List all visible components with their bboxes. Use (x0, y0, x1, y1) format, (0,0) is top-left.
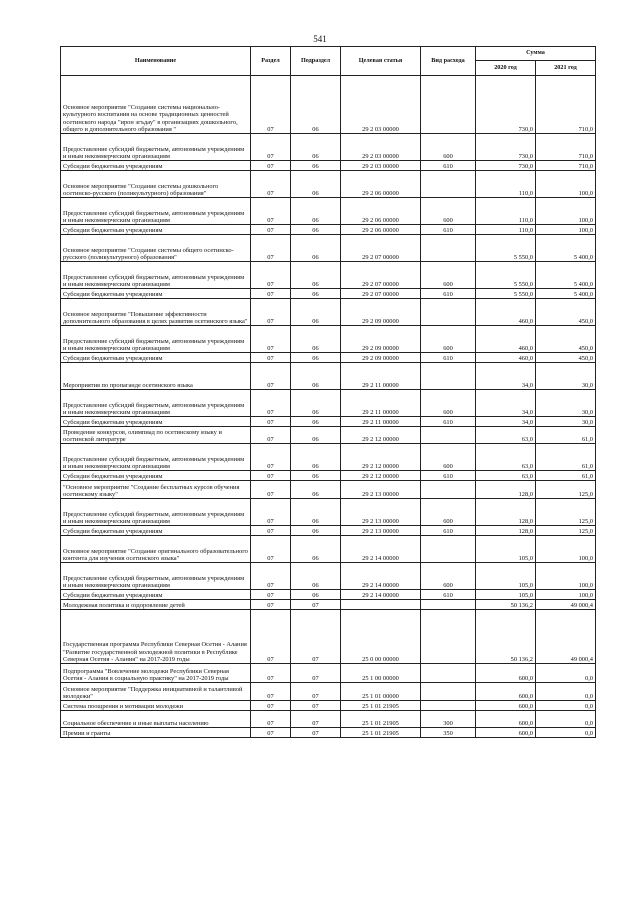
cell-vid (421, 299, 476, 326)
cell-razdel: 07 (251, 526, 291, 536)
cell-vid (421, 600, 476, 610)
header-vid: Вид расхода (421, 47, 476, 76)
cell-razdel: 07 (251, 326, 291, 353)
header-target: Целевая статья (341, 47, 421, 76)
cell-target: 29 2 14 00000 (341, 536, 421, 563)
cell-sum-2020: 128,0 (476, 481, 536, 499)
cell-podrazdel: 06 (291, 225, 341, 235)
cell-podrazdel: 06 (291, 417, 341, 427)
cell-vid: 610 (421, 225, 476, 235)
cell-sum-2020: 128,0 (476, 499, 536, 526)
cell-target: 29 2 14 00000 (341, 563, 421, 590)
cell-sum-2021: 710,0 (536, 134, 596, 161)
cell-name: Субсидии бюджетным учреждениям (61, 417, 251, 427)
cell-sum-2020: 730,0 (476, 76, 536, 134)
table-row (61, 427, 596, 444)
cell-vid: 610 (421, 526, 476, 536)
table-row (61, 481, 596, 499)
cell-razdel: 07 (251, 471, 291, 481)
table-row (61, 326, 596, 353)
cell-podrazdel: 06 (291, 481, 341, 499)
cell-name: Основное мероприятие "Создание оригинального образовательного контента для изучения осетинского языка" (61, 536, 251, 563)
cell-razdel: 07 (251, 198, 291, 225)
cell-razdel: 07 (251, 444, 291, 471)
cell-sum-2020: 105,0 (476, 536, 536, 563)
cell-vid (421, 235, 476, 262)
cell-sum-2021: 0,0 (536, 683, 596, 701)
cell-vid: 300 (421, 711, 476, 728)
cell-name: Основное мероприятие "Повышение эффективности дополнительного образования в целях развития осетинского языка" (61, 299, 251, 326)
cell-podrazdel: 06 (291, 198, 341, 225)
cell-sum-2021: 450,0 (536, 326, 596, 353)
cell-razdel: 07 (251, 390, 291, 417)
cell-sum-2021: 61,0 (536, 471, 596, 481)
cell-razdel: 07 (251, 711, 291, 728)
cell-sum-2020: 460,0 (476, 326, 536, 353)
header-2021: 2021 год (536, 61, 596, 76)
table-row (61, 471, 596, 481)
cell-name: Субсидии бюджетным учреждениям (61, 289, 251, 299)
cell-podrazdel: 06 (291, 563, 341, 590)
cell-podrazdel: 07 (291, 701, 341, 711)
table-row (61, 444, 596, 471)
cell-sum-2021: 100,0 (536, 198, 596, 225)
cell-target: 29 2 14 00000 (341, 590, 421, 600)
cell-name: Проведение конкурсов, олимпиад по осетинскому языку и осетинской литературе (61, 427, 251, 444)
cell-sum-2020: 5 550,0 (476, 289, 536, 299)
cell-razdel: 07 (251, 427, 291, 444)
cell-vid (421, 481, 476, 499)
cell-sum-2020: 600,0 (476, 711, 536, 728)
cell-razdel: 07 (251, 481, 291, 499)
cell-vid: 610 (421, 353, 476, 363)
cell-vid: 600 (421, 326, 476, 353)
cell-vid: 350 (421, 728, 476, 738)
cell-sum-2021: 30,0 (536, 363, 596, 390)
cell-razdel: 07 (251, 134, 291, 161)
cell-podrazdel: 06 (291, 299, 341, 326)
cell-razdel: 07 (251, 161, 291, 171)
table-row (61, 76, 596, 134)
table-row (61, 363, 596, 390)
cell-sum-2021: 125,0 (536, 499, 596, 526)
cell-podrazdel: 06 (291, 353, 341, 363)
table-row (61, 526, 596, 536)
cell-sum-2021: 0,0 (536, 711, 596, 728)
cell-podrazdel: 06 (291, 590, 341, 600)
table-row (61, 171, 596, 198)
cell-podrazdel: 06 (291, 76, 341, 134)
cell-target: 29 2 09 00000 (341, 353, 421, 363)
cell-razdel: 07 (251, 353, 291, 363)
cell-target: 29 2 11 00000 (341, 417, 421, 427)
cell-sum-2020: 110,0 (476, 225, 536, 235)
cell-sum-2021: 5 400,0 (536, 235, 596, 262)
cell-name: Субсидии бюджетным учреждениям (61, 471, 251, 481)
cell-target: 29 2 06 00000 (341, 171, 421, 198)
cell-name: Субсидии бюджетным учреждениям (61, 590, 251, 600)
table-row (61, 289, 596, 299)
table-row (61, 499, 596, 526)
cell-name: Субсидии бюджетным учреждениям (61, 526, 251, 536)
page-number: 541 (313, 34, 327, 44)
cell-podrazdel: 07 (291, 728, 341, 738)
table-row (61, 711, 596, 728)
cell-sum-2020: 34,0 (476, 390, 536, 417)
cell-sum-2021: 61,0 (536, 427, 596, 444)
cell-sum-2021: 49 000,4 (536, 600, 596, 610)
cell-razdel: 07 (251, 563, 291, 590)
cell-sum-2021: 100,0 (536, 171, 596, 198)
cell-target: 29 2 06 00000 (341, 225, 421, 235)
cell-razdel: 07 (251, 225, 291, 235)
cell-target: 29 2 13 00000 (341, 481, 421, 499)
cell-target: 29 2 12 00000 (341, 471, 421, 481)
cell-name: Предоставление субсидий бюджетным, автономным учреждениям и иным некоммерческим организациям (61, 198, 251, 225)
cell-sum-2020: 460,0 (476, 299, 536, 326)
cell-sum-2021: 49 000,4 (536, 610, 596, 664)
cell-vid: 600 (421, 444, 476, 471)
cell-sum-2020: 730,0 (476, 161, 536, 171)
cell-target: 29 2 09 00000 (341, 299, 421, 326)
cell-vid (421, 536, 476, 563)
cell-sum-2021: 0,0 (536, 701, 596, 711)
cell-sum-2020: 600,0 (476, 728, 536, 738)
cell-razdel: 07 (251, 417, 291, 427)
cell-sum-2020: 105,0 (476, 563, 536, 590)
cell-sum-2021: 5 400,0 (536, 262, 596, 289)
cell-sum-2021: 100,0 (536, 563, 596, 590)
cell-sum-2021: 0,0 (536, 728, 596, 738)
cell-target: 29 2 09 00000 (341, 326, 421, 353)
cell-razdel: 07 (251, 363, 291, 390)
cell-razdel: 07 (251, 235, 291, 262)
cell-podrazdel: 06 (291, 390, 341, 417)
table-row (61, 701, 596, 711)
cell-razdel: 07 (251, 289, 291, 299)
cell-podrazdel: 06 (291, 289, 341, 299)
cell-vid: 600 (421, 198, 476, 225)
cell-sum-2020: 110,0 (476, 198, 536, 225)
cell-podrazdel: 06 (291, 134, 341, 161)
cell-sum-2021: 100,0 (536, 590, 596, 600)
table-body (61, 76, 596, 738)
cell-target: 29 2 07 00000 (341, 262, 421, 289)
table-row (61, 225, 596, 235)
header-podrazdel: Подраздел (291, 47, 341, 76)
cell-name: Субсидии бюджетным учреждениям (61, 353, 251, 363)
cell-name: Основное мероприятие "Создание системы дошкольного осетинско-русского (поликультурного) образования" (61, 171, 251, 198)
cell-sum-2021: 710,0 (536, 76, 596, 134)
cell-name: Молодежная политика и оздоровление детей (61, 600, 251, 610)
cell-vid: 600 (421, 499, 476, 526)
cell-sum-2021: 30,0 (536, 390, 596, 417)
cell-sum-2021: 100,0 (536, 225, 596, 235)
cell-podrazdel: 06 (291, 326, 341, 353)
cell-name: Субсидии бюджетным учреждениям (61, 161, 251, 171)
cell-target (341, 600, 421, 610)
cell-sum-2021: 450,0 (536, 353, 596, 363)
cell-target: 29 2 12 00000 (341, 444, 421, 471)
header-razdel: Раздел (251, 47, 291, 76)
cell-razdel: 07 (251, 76, 291, 134)
cell-razdel: 07 (251, 701, 291, 711)
table-row (61, 299, 596, 326)
cell-name: Субсидии бюджетным учреждениям (61, 225, 251, 235)
cell-target: 25 0 00 00000 (341, 610, 421, 664)
cell-target: 29 2 13 00000 (341, 526, 421, 536)
cell-sum-2021: 450,0 (536, 299, 596, 326)
table-row (61, 563, 596, 590)
cell-sum-2021: 710,0 (536, 161, 596, 171)
cell-podrazdel: 06 (291, 363, 341, 390)
cell-target: 29 2 06 00000 (341, 198, 421, 225)
cell-sum-2020: 5 550,0 (476, 262, 536, 289)
table-row (61, 417, 596, 427)
cell-sum-2020: 50 136,2 (476, 600, 536, 610)
cell-vid: 610 (421, 471, 476, 481)
table-row (61, 664, 596, 683)
cell-podrazdel: 06 (291, 499, 341, 526)
cell-sum-2021: 125,0 (536, 526, 596, 536)
cell-vid: 600 (421, 390, 476, 417)
cell-name: Подпрограмма "Вовлечение молодежи Республики Северная Осетия - Алания в социальную практику" на 2017-2019 годы (61, 664, 251, 683)
cell-target: 25 1 00 00000 (341, 664, 421, 683)
cell-sum-2020: 600,0 (476, 683, 536, 701)
cell-podrazdel: 06 (291, 262, 341, 289)
cell-sum-2021: 61,0 (536, 444, 596, 471)
cell-name: Основное мероприятие "Создание системы национально-культурного воспитания на основе традиционных ценностей осетинского народа "ирон эгъдау" в организациях дошкольного, общего и дополнительного образования " (61, 76, 251, 134)
cell-podrazdel: 06 (291, 161, 341, 171)
cell-podrazdel: 06 (291, 427, 341, 444)
cell-sum-2020: 34,0 (476, 363, 536, 390)
cell-sum-2021: 0,0 (536, 664, 596, 683)
cell-podrazdel: 06 (291, 471, 341, 481)
cell-sum-2020: 110,0 (476, 171, 536, 198)
cell-vid: 610 (421, 289, 476, 299)
table-row (61, 590, 596, 600)
cell-vid: 600 (421, 262, 476, 289)
cell-sum-2020: 600,0 (476, 701, 536, 711)
cell-podrazdel: 06 (291, 235, 341, 262)
cell-sum-2021: 125,0 (536, 481, 596, 499)
cell-podrazdel: 07 (291, 711, 341, 728)
cell-vid (421, 427, 476, 444)
cell-razdel: 07 (251, 536, 291, 563)
cell-vid (421, 664, 476, 683)
cell-target: 29 2 11 00000 (341, 390, 421, 417)
cell-vid (421, 76, 476, 134)
table-row (61, 728, 596, 738)
cell-sum-2021: 5 400,0 (536, 289, 596, 299)
header-sum: Сумма (476, 47, 596, 61)
cell-vid: 610 (421, 590, 476, 600)
cell-sum-2021: 100,0 (536, 536, 596, 563)
cell-name: Мероприятия по пропаганде осетинского языка (61, 363, 251, 390)
cell-razdel: 07 (251, 728, 291, 738)
cell-target: 29 2 03 00000 (341, 134, 421, 161)
cell-razdel: 07 (251, 499, 291, 526)
table-row (61, 134, 596, 161)
cell-sum-2020: 63,0 (476, 471, 536, 481)
cell-sum-2020: 460,0 (476, 353, 536, 363)
cell-razdel: 07 (251, 600, 291, 610)
cell-razdel: 07 (251, 664, 291, 683)
cell-target: 25 1 01 00000 (341, 683, 421, 701)
cell-razdel: 07 (251, 610, 291, 664)
cell-name: Основное мероприятие "Поддержка инициативной и талантливой молодежи" (61, 683, 251, 701)
cell-sum-2020: 730,0 (476, 134, 536, 161)
cell-sum-2021: 30,0 (536, 417, 596, 427)
cell-vid (421, 171, 476, 198)
table-row (61, 235, 596, 262)
cell-podrazdel: 06 (291, 171, 341, 198)
cell-target: 29 2 03 00000 (341, 161, 421, 171)
table-row (61, 353, 596, 363)
cell-podrazdel: 06 (291, 536, 341, 563)
table-row (61, 610, 596, 664)
cell-target: 29 2 07 00000 (341, 235, 421, 262)
table-row (61, 683, 596, 701)
table-row (61, 600, 596, 610)
cell-razdel: 07 (251, 683, 291, 701)
budget-table (60, 46, 596, 738)
cell-name: Основное мероприятие "Создание системы общего осетинско-русского (поликультурного) образования" (61, 235, 251, 262)
cell-name: Премии и гранты (61, 728, 251, 738)
cell-name: Предоставление субсидий бюджетным, автономным учреждениям и иным некоммерческим организациям (61, 563, 251, 590)
cell-name: Предоставление субсидий бюджетным, автономным учреждениям и иным некоммерческим организациям (61, 326, 251, 353)
cell-vid (421, 363, 476, 390)
cell-podrazdel: 07 (291, 600, 341, 610)
cell-sum-2020: 63,0 (476, 427, 536, 444)
cell-name: "Основное мероприятие "Создание бесплатных курсов обучения осетинскому языку" (61, 481, 251, 499)
header-2020: 2020 год (476, 61, 536, 76)
cell-vid: 600 (421, 563, 476, 590)
table-row (61, 536, 596, 563)
cell-vid (421, 683, 476, 701)
cell-name: Предоставление субсидий бюджетным, автономным учреждениям и иным некоммерческим организациям (61, 444, 251, 471)
cell-sum-2020: 34,0 (476, 417, 536, 427)
header-name: Наименование (61, 47, 251, 76)
cell-name: Система поощрения и мотивации молодежи (61, 701, 251, 711)
cell-sum-2020: 105,0 (476, 590, 536, 600)
cell-vid: 610 (421, 161, 476, 171)
cell-name: Государственная программа Республики Северная Осетия - Алания "Развитие государственной молодежной политики в Республике Северная Осетия - Алания" на 2017-2019 годы (61, 610, 251, 664)
cell-vid: 610 (421, 417, 476, 427)
cell-target: 29 2 12 00000 (341, 427, 421, 444)
cell-target: 25 1 01 21905 (341, 701, 421, 711)
table-row (61, 390, 596, 417)
cell-podrazdel: 07 (291, 664, 341, 683)
cell-podrazdel: 07 (291, 610, 341, 664)
cell-razdel: 07 (251, 590, 291, 600)
cell-sum-2020: 63,0 (476, 444, 536, 471)
cell-target: 29 2 03 00000 (341, 76, 421, 134)
cell-sum-2020: 128,0 (476, 526, 536, 536)
cell-name: Предоставление субсидий бюджетным, автономным учреждениям и иным некоммерческим организациям (61, 499, 251, 526)
cell-name: Предоставление субсидий бюджетным, автономным учреждениям и иным некоммерческим организациям (61, 262, 251, 289)
cell-target: 29 2 13 00000 (341, 499, 421, 526)
table-row (61, 161, 596, 171)
cell-vid (421, 701, 476, 711)
cell-razdel: 07 (251, 262, 291, 289)
cell-target: 29 2 11 00000 (341, 363, 421, 390)
cell-target: 25 1 01 21905 (341, 728, 421, 738)
cell-razdel: 07 (251, 171, 291, 198)
cell-vid: 600 (421, 134, 476, 161)
cell-name: Предоставление субсидий бюджетным, автономным учреждениям и иным некоммерческим организациям (61, 134, 251, 161)
table-row (61, 262, 596, 289)
cell-podrazdel: 06 (291, 444, 341, 471)
cell-name: Социальное обеспечение и иные выплаты населению (61, 711, 251, 728)
cell-sum-2020: 5 550,0 (476, 235, 536, 262)
cell-sum-2020: 50 136,2 (476, 610, 536, 664)
cell-sum-2020: 600,0 (476, 664, 536, 683)
cell-razdel: 07 (251, 299, 291, 326)
cell-podrazdel: 06 (291, 526, 341, 536)
table-row (61, 198, 596, 225)
cell-vid (421, 610, 476, 664)
cell-name: Предоставление субсидий бюджетным, автономным учреждениям и иным некоммерческим организациям (61, 390, 251, 417)
cell-target: 29 2 07 00000 (341, 289, 421, 299)
cell-podrazdel: 07 (291, 683, 341, 701)
cell-target: 25 1 01 21905 (341, 711, 421, 728)
